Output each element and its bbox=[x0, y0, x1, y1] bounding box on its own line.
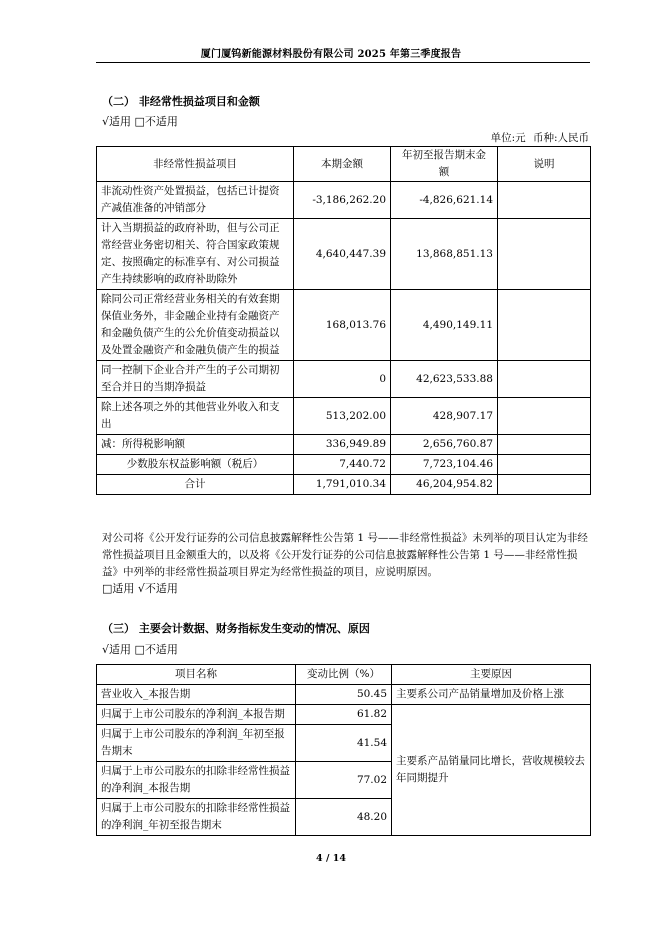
item-cell: 归属于上市公司股东的扣除非经常性损益的净利润_本报告期 bbox=[97, 762, 296, 799]
column-header: 项目名称 bbox=[97, 665, 296, 685]
explanatory-statement: 对公司将《公开发行证券的公司信息披露解释性公告第 1 号——非经常性损益》未列举的项目认定为非经常性损益项目且金额重大的，以及将《公开发行证券的公司信息披露解释性公告第 1 号——非经常性损益》中列举的非经常性损益项目界定为经常性损益的项目，应说明原因。 bbox=[102, 532, 588, 578]
current-amount: 1,791,010.34 bbox=[294, 475, 391, 495]
ytd-amount: 428,907.17 bbox=[391, 398, 498, 435]
table-row bbox=[97, 219, 591, 290]
table-row bbox=[97, 705, 591, 725]
current-amount: 7,440.72 bbox=[294, 455, 391, 475]
item-cell: 少数股东权益影响额（税后） bbox=[97, 455, 294, 475]
ytd-amount: 42,623,533.88 bbox=[391, 361, 498, 398]
item-cell: 归属于上市公司股东的净利润_本报告期 bbox=[97, 705, 296, 725]
table-header-row bbox=[97, 665, 591, 685]
note-cell bbox=[498, 475, 591, 495]
column-header: 非经常性损益项目 bbox=[97, 147, 294, 182]
ytd-amount: 7,723,104.46 bbox=[391, 455, 498, 475]
table-row bbox=[97, 685, 591, 705]
reason-cell: 主要系公司产品销量增加及价格上涨 bbox=[392, 685, 591, 705]
table-row bbox=[97, 361, 591, 398]
column-header: 本期金额 bbox=[294, 147, 391, 182]
column-header: 主要原因 bbox=[392, 665, 591, 685]
ytd-amount: 2,656,760.87 bbox=[391, 435, 498, 455]
applicability-status: √适用 □不适用 bbox=[102, 115, 178, 128]
note-cell bbox=[498, 219, 591, 290]
note-cell bbox=[498, 435, 591, 455]
statement-applicability: □适用 √不适用 bbox=[102, 582, 178, 595]
unit-currency-label: 单位:元 币种:人民币 bbox=[490, 132, 589, 144]
non-recurring-table bbox=[96, 146, 591, 495]
item-cell: 归属于上市公司股东的扣除非经常性损益的净利润_年初至报告期末 bbox=[97, 799, 296, 836]
ratio-cell: 50.45 bbox=[296, 685, 392, 705]
ratio-cell: 61.82 bbox=[296, 705, 392, 725]
table-total-row bbox=[97, 475, 591, 495]
section-title-changes: （三） 主要会计数据、财务指标发生变动的情况、原因 bbox=[102, 622, 370, 635]
column-header: 说明 bbox=[498, 147, 591, 182]
section-title-non-recurring: （二） 非经常性损益项目和金额 bbox=[102, 95, 260, 108]
table-row bbox=[97, 182, 591, 219]
ratio-cell: 77.02 bbox=[296, 762, 392, 799]
applicability-status: √适用 □不适用 bbox=[102, 643, 178, 656]
note-cell bbox=[498, 290, 591, 361]
item-cell: 同一控制下企业合并产生的子公司期初至合并日的当期净损益 bbox=[97, 361, 294, 398]
current-amount: 513,202.00 bbox=[294, 398, 391, 435]
current-amount: 4,640,447.39 bbox=[294, 219, 391, 290]
item-cell: 合计 bbox=[97, 475, 294, 495]
item-cell: 非流动性资产处置损益，包括已计提资产减值准备的冲销部分 bbox=[97, 182, 294, 219]
ytd-amount: 13,868,851.13 bbox=[391, 219, 498, 290]
ratio-cell: 48.20 bbox=[296, 799, 392, 836]
current-amount: 336,949.89 bbox=[294, 435, 391, 455]
table-row bbox=[97, 435, 591, 455]
ytd-amount: 4,490,149.11 bbox=[391, 290, 498, 361]
note-cell bbox=[498, 398, 591, 435]
item-cell: 计入当期损益的政府补助，但与公司正常经营业务密切相关、符合国家政策规定、按照确定的标准享有、对公司损益产生持续影响的政府补助除外 bbox=[97, 219, 294, 290]
table-header-row bbox=[97, 147, 591, 182]
item-cell: 除上述各项之外的其他营业外收入和支出 bbox=[97, 398, 294, 435]
note-cell bbox=[498, 455, 591, 475]
column-header: 年初至报告期末金额 bbox=[391, 147, 498, 182]
ytd-amount: -4,826,621.14 bbox=[391, 182, 498, 219]
table-row bbox=[97, 290, 591, 361]
current-amount: 168,013.76 bbox=[294, 290, 391, 361]
item-cell: 除同公司正常经营业务相关的有效套期保值业务外，非金融企业持有金融资产和金融负债产生的公允价值变动损益以及处置金融资产和金融负债产生的损益 bbox=[97, 290, 294, 361]
table-row bbox=[97, 455, 591, 475]
note-cell bbox=[498, 361, 591, 398]
column-header: 变动比例（%） bbox=[296, 665, 392, 685]
current-amount: -3,186,262.20 bbox=[294, 182, 391, 219]
current-amount: 0 bbox=[294, 361, 391, 398]
merged-reason-cell: 主要系产品销量同比增长，营收规模较去年同期提升 bbox=[392, 705, 591, 836]
item-cell: 营业收入_本报告期 bbox=[97, 685, 296, 705]
item-cell: 归属于上市公司股东的净利润_年初至报告期末 bbox=[97, 725, 296, 762]
ratio-cell: 41.54 bbox=[296, 725, 392, 762]
item-cell: 减：所得税影响额 bbox=[97, 435, 294, 455]
header-divider bbox=[96, 62, 590, 63]
page-number: 4 / 14 bbox=[316, 853, 346, 864]
page-header-title: 厦门厦钨新能源材料股份有限公司 2025 年第三季度报告 bbox=[200, 49, 462, 60]
ytd-amount: 46,204,954.82 bbox=[391, 475, 498, 495]
table-row bbox=[97, 398, 591, 435]
changes-table bbox=[96, 664, 591, 836]
note-cell bbox=[498, 182, 591, 219]
